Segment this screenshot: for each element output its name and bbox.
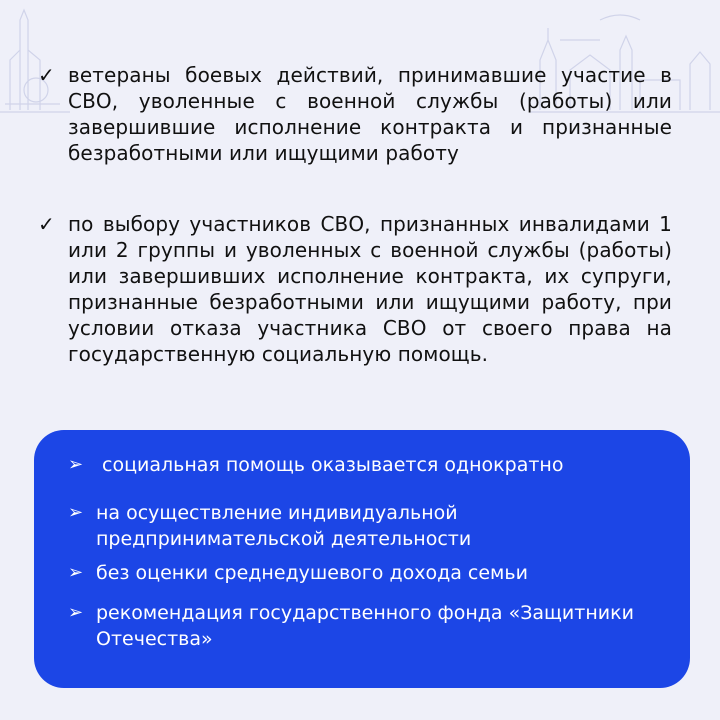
condition-item-text: без оценки среднедушевого дохода семьи <box>96 562 528 584</box>
checklist-item-text: ветераны боевых действий, принимавшие участие в СВО, уволенные с военной службы (работы) или завершившие исполнение контракта и признанные безработными или ищущими работу <box>68 63 672 165</box>
arrow-bullet-icon: ➢ <box>68 602 84 623</box>
conditions-panel <box>34 430 690 688</box>
arrow-bullet-icon: ➢ <box>68 454 84 475</box>
checklist-item-text: по выбору участников СВО, признанных инвалидами 1 или 2 группы и уволенных с военной службы (работы) или завершивших исполнение контракта, их супруги, признанные безработными или ищущими работу, при условии отказа участника СВО от своего права на государственную социальную помощь. <box>68 212 672 366</box>
arrow-bullet-icon: ➢ <box>68 562 84 583</box>
condition-item-text: рекомендация государственного фонда «Защитники Отечества» <box>96 602 634 650</box>
checkmark-icon: ✓ <box>38 212 55 236</box>
checkmark-icon: ✓ <box>38 63 55 87</box>
condition-item-text: на осуществление индивидуальной предпринимательской деятельности <box>96 502 472 550</box>
arrow-bullet-icon: ➢ <box>68 502 84 523</box>
condition-item-text: социальная помощь оказывается однократно <box>102 454 564 476</box>
